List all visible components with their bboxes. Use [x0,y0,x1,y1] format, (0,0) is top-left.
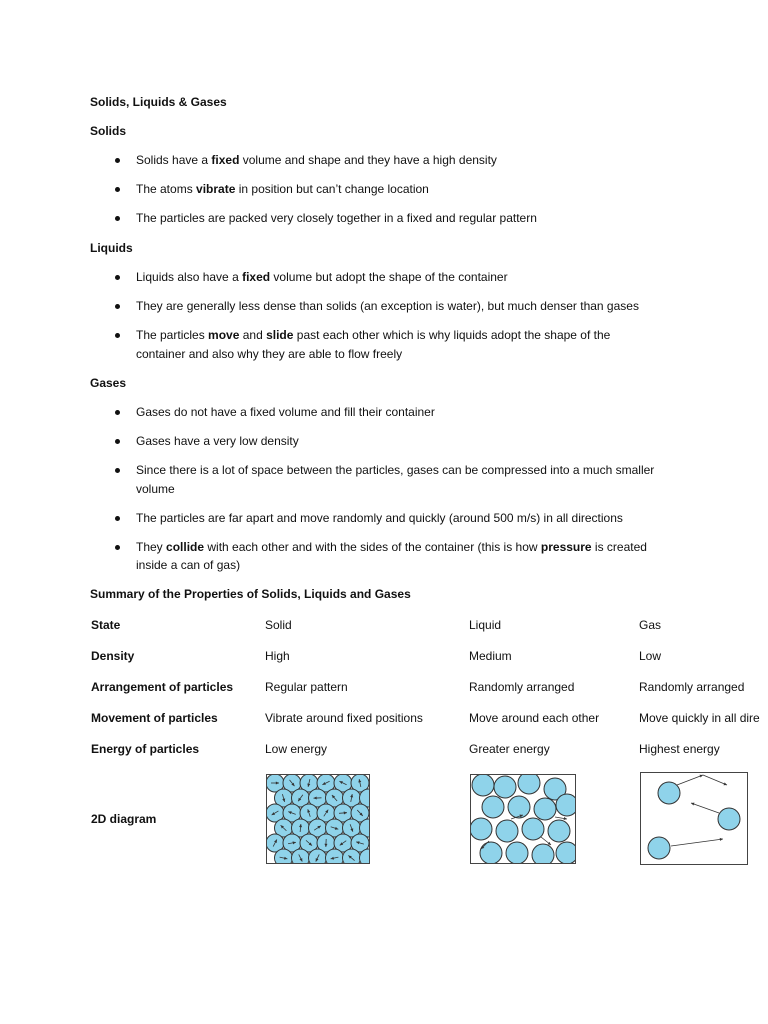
gas-particles-diagram [640,772,748,865]
particle [472,775,494,796]
row-label: 2D diagram [91,812,157,826]
liquid-particles-diagram [470,774,576,864]
gases-bullet-2: Gases have a very low density [136,434,299,448]
solid-cell: Solid [265,618,292,632]
particle [556,794,575,816]
text-run: volume but adopt the shape of the container [270,270,508,284]
bold-text-run: pressure [540,540,592,554]
particle [275,849,293,863]
row-label: State [91,618,121,632]
text-run: The particles [136,328,209,342]
liquid-cell: Liquid [469,618,502,632]
particle [508,796,530,818]
particle [343,849,361,863]
gas-cell: Low [639,649,662,663]
particle [480,842,502,863]
text-run: Solids have a [136,153,212,167]
solid-cell: Regular pattern [265,680,348,694]
text-run: They [136,540,167,554]
text-run: volume and shape and they have a high density [239,153,497,167]
particle [556,842,575,863]
bullet-icon [115,410,120,415]
document-title: Solids, Liquids & Gases [90,95,227,109]
particle [494,776,516,798]
solid-cell: Low energy [265,742,328,756]
particle [648,837,670,859]
gases-bullet-5 [136,540,647,554]
row-label: Arrangement of particles [91,680,234,694]
row-label: Movement of particles [91,711,218,725]
liquids-heading: Liquids [90,241,133,255]
bullet-icon [115,333,120,338]
bold-text-run: slide [266,328,294,342]
summary-heading: Summary of the Properties of Solids, Liquids and Gases [90,587,411,601]
particle [522,818,544,840]
liquid-cell: Move around each other [469,711,600,725]
bullet-icon [115,275,120,280]
solids-bullet-3: The particles are packed very closely together in a fixed and regular pattern [136,211,537,225]
liquid-particles-svg [471,775,575,863]
gas-cell: Gas [639,618,662,632]
bold-text-run: collide [166,540,205,554]
liquids-bullet-1 [136,270,508,284]
bullet-icon [115,545,120,550]
bullet-icon [115,187,120,192]
particle [548,820,570,842]
arrow-head [564,817,567,820]
gas-cell: Move quickly in all dire [639,711,760,725]
particle [658,782,680,804]
text-run: The atoms [136,182,197,196]
motion-arrow [677,775,703,785]
solid-cell: Vibrate around fixed positions [265,711,423,725]
particle [534,798,556,820]
bullet-icon [115,158,120,163]
gas-particles-svg [641,773,747,864]
liquid-cell: Greater energy [469,742,550,756]
particle [718,808,740,830]
bold-text-run: move [208,328,240,342]
bullet-icon [115,304,120,309]
text-run: is created [591,540,647,554]
particle [532,844,554,863]
gas-cell: Randomly arranged [639,680,745,694]
solids-bullet-2 [136,182,429,196]
particle [292,849,310,863]
gases-bullet-1: Gases do not have a fixed volume and fill their container [136,405,435,419]
gases-bullet-3: Since there is a lot of space between the particles, gases can be compressed into a much smaller [136,463,655,477]
solids-bullet-1 [136,153,497,167]
solids-heading: Solids [90,124,127,138]
gases-bullet-4: The particles are far apart and move randomly and quickly (around 500 m/s) in all directions [136,511,623,525]
particle [518,775,540,794]
particle [326,849,344,863]
arrow-head [691,803,694,806]
bullet-icon [115,439,120,444]
bold-text-run: vibrate [196,182,236,196]
gases-bullet-3-line-2: volume [136,482,175,496]
text-run: with each other and with the sides of the container (this is how [204,540,541,554]
text-run: in position but can’t change location [235,182,429,196]
particle [496,820,518,842]
gases-bullet-5-line-2: inside a can of gas) [136,558,241,572]
solid-particles-svg [267,775,369,863]
particle [506,842,528,863]
motion-arrow [671,839,723,846]
gases-heading: Gases [90,376,127,390]
row-label: Density [91,649,135,663]
solid-cell: High [265,649,290,663]
particle [471,818,492,840]
liquid-cell: Medium [469,649,512,663]
liquids-bullet-2: They are generally less dense than solids (an exception is water), but much denser than gases [136,299,639,313]
row-label: Energy of particles [91,742,200,756]
solid-particles-diagram [266,774,370,864]
liquids-bullet-3 [136,328,610,342]
liquids-bullet-3-line-2: container and also why they are able to flow freely [136,347,403,361]
liquid-cell: Randomly arranged [469,680,575,694]
particle [482,796,504,818]
bold-text-run: fixed [211,153,240,167]
gas-cell: Highest energy [639,742,720,756]
bold-text-run: fixed [242,270,271,284]
text-run: Liquids also have a [136,270,243,284]
bullet-icon [115,216,120,221]
text-run: past each other which is why liquids adopt the shape of the [293,328,611,342]
bullet-icon [115,516,120,521]
bullet-icon [115,468,120,473]
motion-arrow [691,803,719,813]
text-run: and [239,328,267,342]
particle [309,849,327,863]
motion-arrow [703,775,727,785]
